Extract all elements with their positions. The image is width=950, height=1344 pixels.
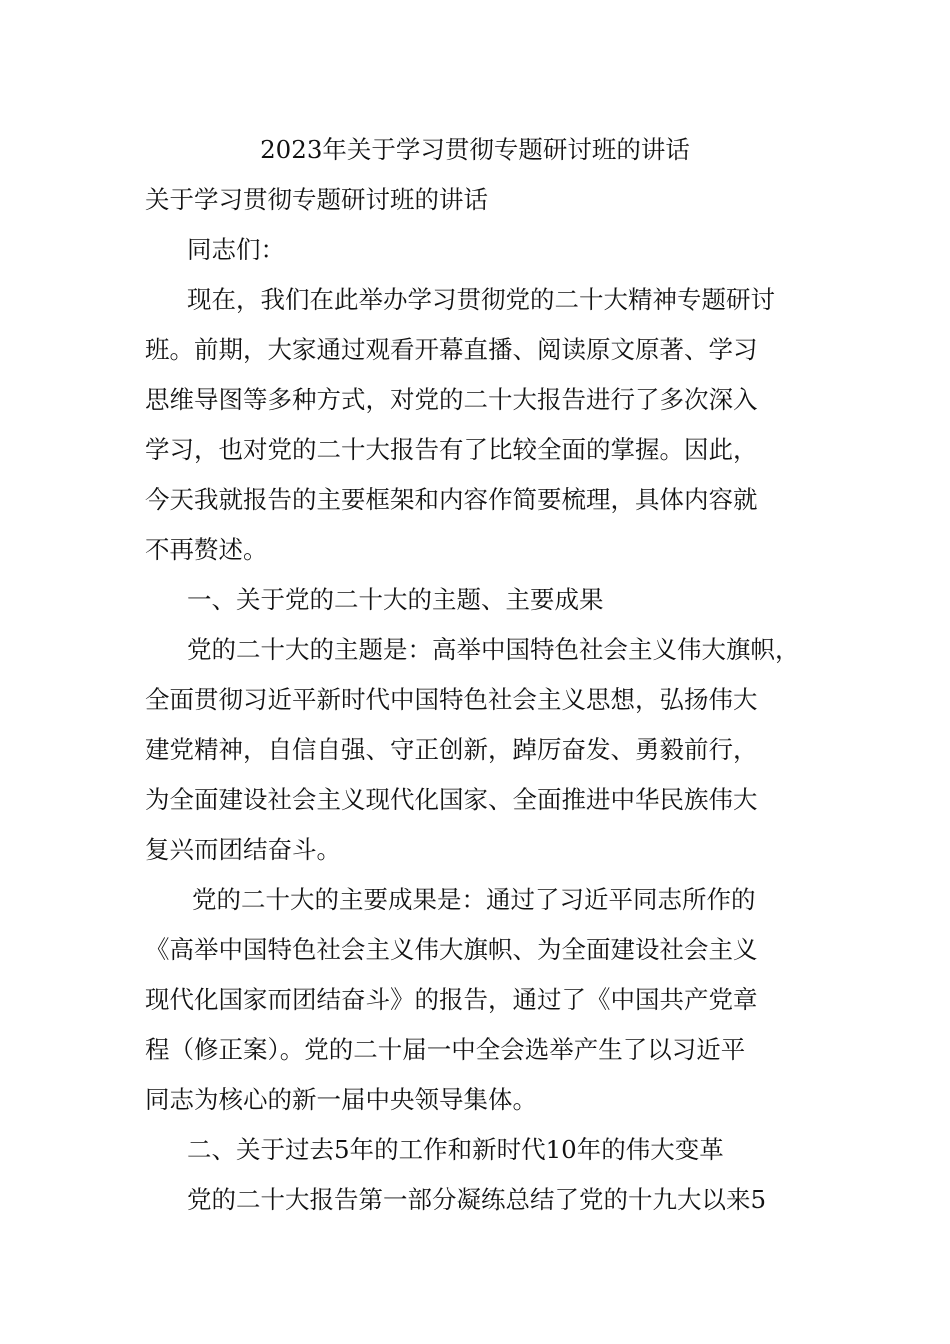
paragraph-line: 党的二十大的主要成果是：通过了习近平同志所作的 xyxy=(192,885,756,914)
section-heading: 二、关于过去5年的工作和新时代10年的伟大变革 xyxy=(187,1135,724,1164)
paragraph-line: 程（修正案）。党的二十届一中全会选举产生了以习近平 xyxy=(145,1035,746,1064)
paragraph-line: 党的二十大的主题是：高举中国特色社会主义伟大旗帜， xyxy=(187,635,800,664)
paragraph-line: 党的二十大报告第一部分凝练总结了党的十九大以来5 xyxy=(187,1185,767,1214)
paragraph-line: 不再赘述。 xyxy=(145,535,268,564)
section-heading: 一、关于党的二十大的主题、主要成果 xyxy=(187,585,604,614)
paragraph-line: 同志为核心的新一届中央领导集体。 xyxy=(145,1085,537,1114)
document-subtitle: 关于学习贯彻专题研讨班的讲话 xyxy=(145,185,488,214)
paragraph-line: 现代化国家而团结奋斗》的报告，通过了《中国共产党章 xyxy=(145,985,758,1014)
paragraph-line: 现在，我们在此举办学习贯彻党的二十大精神专题研讨 xyxy=(187,285,775,314)
paragraph-line: 《高举中国特色社会主义伟大旗帜、为全面建设社会主义 xyxy=(145,935,758,964)
salutation: 同志们： xyxy=(187,235,285,264)
paragraph-line: 为全面建设社会主义现代化国家、全面推进中华民族伟大 xyxy=(145,785,758,814)
paragraph-line: 学习，也对党的二十大报告有了比较全面的掌握。因此， xyxy=(145,435,758,464)
paragraph-line: 建党精神，自信自强、守正创新，踔厉奋发、勇毅前行， xyxy=(145,735,758,764)
paragraph-line: 全面贯彻习近平新时代中国特色社会主义思想，弘扬伟大 xyxy=(145,685,758,714)
document-title: 2023年关于学习贯彻专题研讨班的讲话 xyxy=(260,135,690,164)
paragraph-line: 今天我就报告的主要框架和内容作简要梳理，具体内容就 xyxy=(145,485,758,514)
paragraph-line: 复兴而团结奋斗。 xyxy=(145,835,341,864)
paragraph-line: 思维导图等多种方式，对党的二十大报告进行了多次深入 xyxy=(145,385,758,414)
paragraph-line: 班。前期，大家通过观看开幕直播、阅读原文原著、学习 xyxy=(145,335,758,364)
